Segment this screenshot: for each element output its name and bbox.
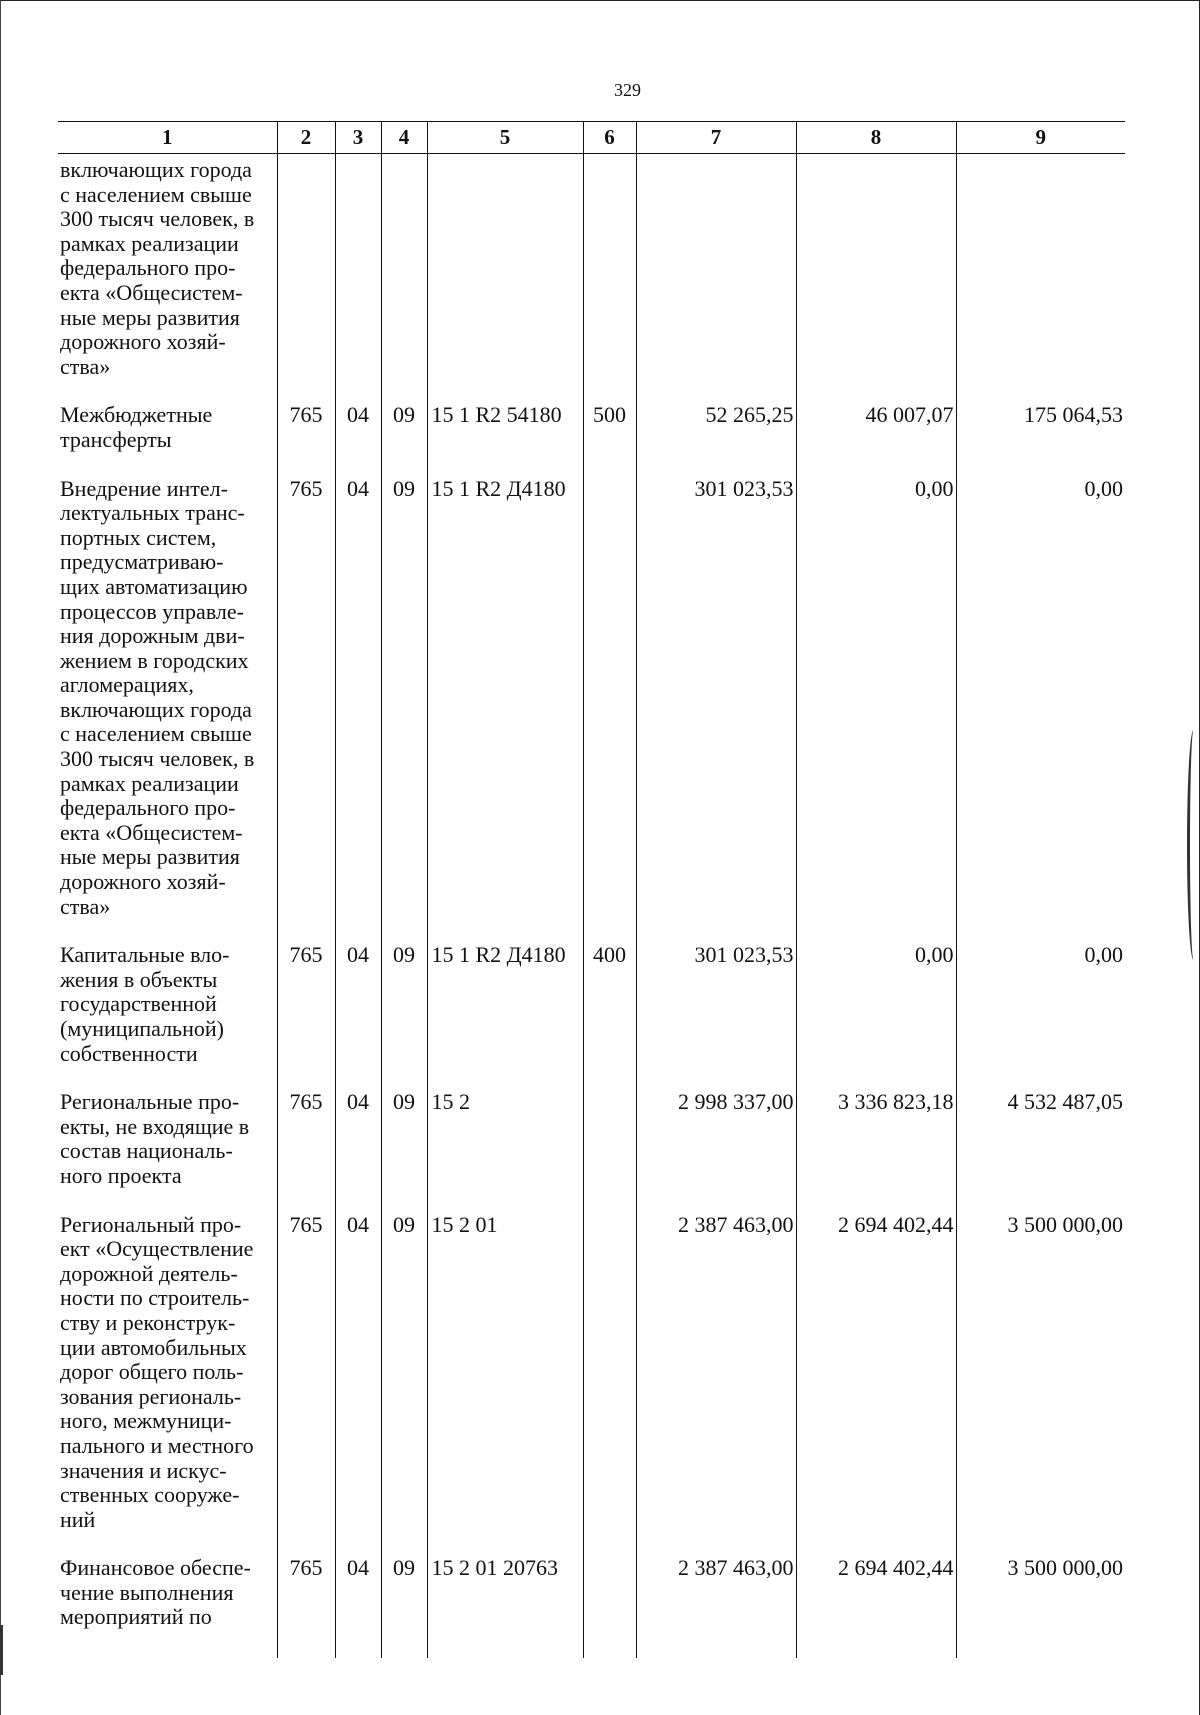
cell-expense-type xyxy=(583,1084,636,1206)
cell-target-article: 15 2 01 20763 xyxy=(427,1550,583,1658)
name-line: с населением свыше xyxy=(60,181,252,207)
cell-admin-code: 765 xyxy=(277,1550,335,1658)
name-line: пального и местного xyxy=(60,1432,254,1458)
name-line: Региональные про- xyxy=(60,1089,240,1115)
name-line: ные меры развития xyxy=(60,844,240,870)
table-row xyxy=(58,1550,1125,1658)
table-body xyxy=(58,154,1125,1659)
name-line: предусматриваю- xyxy=(60,549,224,575)
name-line: ству и реконструк- xyxy=(60,1309,236,1335)
scan-edge-tick xyxy=(0,1625,3,1675)
name-line: ект «Осуществление xyxy=(60,1236,254,1262)
name-line: ственных сооруже- xyxy=(60,1482,240,1508)
header-row xyxy=(58,122,1125,154)
cell-name xyxy=(58,1084,277,1206)
cell-expense-type xyxy=(583,1550,636,1658)
cell-section xyxy=(335,154,381,398)
header-cell: 1 xyxy=(58,122,277,154)
cell-subsection: 09 xyxy=(381,397,427,470)
name-line: состав националь- xyxy=(60,1138,233,1164)
cell-admin-code: 765 xyxy=(277,1207,335,1551)
name-line: ства» xyxy=(60,353,111,379)
header-cell: 4 xyxy=(381,122,427,154)
name-line: значения и искус- xyxy=(60,1457,227,1483)
name-line: рамках реализации xyxy=(60,770,239,796)
name-line: трансферты xyxy=(60,426,172,452)
header-cell: 9 xyxy=(956,122,1125,154)
cell-amount-col7: 301 023,53 xyxy=(636,471,796,938)
cell-subsection: 09 xyxy=(381,937,427,1084)
budget-table xyxy=(58,121,1125,1658)
name-line: ции автомобильных xyxy=(60,1334,247,1360)
name-line: (муниципальной) xyxy=(60,1016,224,1041)
table-row xyxy=(58,937,1125,1084)
name-line: екта «Общесистем- xyxy=(60,279,243,305)
name-line: процессов управле- xyxy=(60,598,244,624)
name-line: ные меры развития xyxy=(60,304,240,330)
name-line: федерального про- xyxy=(60,795,236,821)
cell-amount-col8: 2 694 402,44 xyxy=(796,1207,956,1551)
cell-amount-col8: 2 694 402,44 xyxy=(796,1550,956,1658)
cell-admin-code: 765 xyxy=(277,471,335,938)
cell-amount-col8: 46 007,07 xyxy=(796,397,956,470)
name-line: портных систем, xyxy=(60,524,217,550)
name-line: рамках реализации xyxy=(60,230,239,256)
name-line: Внедрение интел- xyxy=(60,475,228,501)
header-cell: 3 xyxy=(335,122,381,154)
cell-section: 04 xyxy=(335,1207,381,1551)
cell-admin-code xyxy=(277,154,335,398)
cell-section: 04 xyxy=(335,397,381,470)
name-line: с населением свыше xyxy=(60,721,252,747)
cell-name xyxy=(58,1550,277,1658)
cell-amount-col7 xyxy=(636,154,796,398)
cell-name xyxy=(58,937,277,1084)
header-cell: 8 xyxy=(796,122,956,154)
cell-target-article: 15 2 xyxy=(427,1084,583,1206)
cell-amount-col7: 2 387 463,00 xyxy=(636,1207,796,1551)
name-line: включающих города xyxy=(60,157,252,182)
cell-name xyxy=(58,397,277,470)
cell-target-article xyxy=(427,154,583,398)
name-line: Капитальные вло- xyxy=(60,942,230,968)
cell-section: 04 xyxy=(335,1084,381,1206)
cell-amount-col8 xyxy=(796,154,956,398)
cell-name xyxy=(58,471,277,938)
scan-edge-mark xyxy=(1187,730,1200,960)
cell-subsection: 09 xyxy=(381,1207,427,1551)
name-line: ства» xyxy=(60,893,111,919)
name-line: екты, не входящие в xyxy=(60,1113,250,1139)
table-row xyxy=(58,471,1125,938)
name-line: дорожной деятель- xyxy=(60,1260,238,1286)
name-line: включающих города xyxy=(60,696,252,722)
cell-amount-col9: 4 532 487,05 xyxy=(956,1084,1125,1206)
cell-section: 04 xyxy=(335,1550,381,1658)
cell-amount-col9: 3 500 000,00 xyxy=(956,1550,1125,1658)
cell-amount-col7: 2 387 463,00 xyxy=(636,1550,796,1658)
cell-amount-col7: 301 023,53 xyxy=(636,937,796,1084)
cell-target-article: 15 1 R2 Д4180 xyxy=(427,937,583,1084)
cell-amount-col9: 0,00 xyxy=(956,937,1125,1084)
page-number: 329 xyxy=(614,80,641,100)
name-line: Региональный про- xyxy=(60,1211,242,1237)
table-row xyxy=(58,1084,1125,1206)
name-line: щих автоматизацию xyxy=(60,573,248,599)
name-line: дорожного хозяй- xyxy=(60,329,226,355)
name-line: федерального про- xyxy=(60,255,236,281)
cell-name xyxy=(58,154,277,398)
name-line: жением в городских xyxy=(60,647,249,673)
name-line: государственной xyxy=(60,991,217,1017)
cell-expense-type: 400 xyxy=(583,937,636,1084)
cell-admin-code: 765 xyxy=(277,1084,335,1206)
cell-section: 04 xyxy=(335,937,381,1084)
cell-amount-col9: 175 064,53 xyxy=(956,397,1125,470)
table-row xyxy=(58,1207,1125,1551)
header-cell: 7 xyxy=(636,122,796,154)
cell-expense-type xyxy=(583,1207,636,1551)
cell-subsection: 09 xyxy=(381,1550,427,1658)
cell-subsection: 09 xyxy=(381,471,427,938)
cell-expense-type xyxy=(583,154,636,398)
cell-name xyxy=(58,1207,277,1551)
name-line: ного проекта xyxy=(60,1162,182,1188)
name-line: жения в объекты xyxy=(60,966,218,992)
cell-amount-col8: 0,00 xyxy=(796,471,956,938)
name-line: 300 тысяч человек, в xyxy=(60,206,255,232)
cell-amount-col9: 0,00 xyxy=(956,471,1125,938)
name-line: чение выполнения xyxy=(60,1579,234,1605)
cell-expense-type xyxy=(583,471,636,938)
name-line: зования региональ- xyxy=(60,1383,242,1409)
header-cell: 5 xyxy=(427,122,583,154)
cell-amount-col9: 3 500 000,00 xyxy=(956,1207,1125,1551)
name-line: Межбюджетные xyxy=(60,402,213,428)
name-line: Финансовое обеспе- xyxy=(60,1555,251,1581)
cell-admin-code: 765 xyxy=(277,397,335,470)
name-line: дорожного хозяй- xyxy=(60,869,226,895)
name-line: екта «Общесистем- xyxy=(60,819,243,845)
cell-target-article: 15 1 R2 54180 xyxy=(427,397,583,470)
cell-amount-col7: 52 265,25 xyxy=(636,397,796,470)
table-row xyxy=(58,397,1125,470)
name-line: агломерациях, xyxy=(60,672,194,698)
cell-amount-col9 xyxy=(956,154,1125,398)
name-line: ний xyxy=(60,1506,96,1532)
cell-admin-code: 765 xyxy=(277,937,335,1084)
name-line: ния дорожным дви- xyxy=(60,623,245,649)
name-line: 300 тысяч человек, в xyxy=(60,746,255,772)
cell-expense-type: 500 xyxy=(583,397,636,470)
name-line: дорог общего поль- xyxy=(60,1359,244,1385)
cell-subsection: 09 xyxy=(381,1084,427,1206)
cell-amount-col8: 0,00 xyxy=(796,937,956,1084)
cell-amount-col7: 2 998 337,00 xyxy=(636,1084,796,1206)
name-line: мероприятий по xyxy=(60,1604,212,1630)
cell-amount-col8: 3 336 823,18 xyxy=(796,1084,956,1206)
header-cell: 2 xyxy=(277,122,335,154)
name-line: лектуальных транс- xyxy=(60,500,245,526)
cell-target-article: 15 2 01 xyxy=(427,1207,583,1551)
cell-section: 04 xyxy=(335,471,381,938)
cell-subsection xyxy=(381,154,427,398)
table-row xyxy=(58,154,1125,398)
cell-target-article: 15 1 R2 Д4180 xyxy=(427,471,583,938)
header-cell: 6 xyxy=(583,122,636,154)
name-line: собственности xyxy=(60,1040,198,1066)
name-line: ности по строитель- xyxy=(60,1285,250,1311)
name-line: ного, межмуници- xyxy=(60,1408,232,1434)
